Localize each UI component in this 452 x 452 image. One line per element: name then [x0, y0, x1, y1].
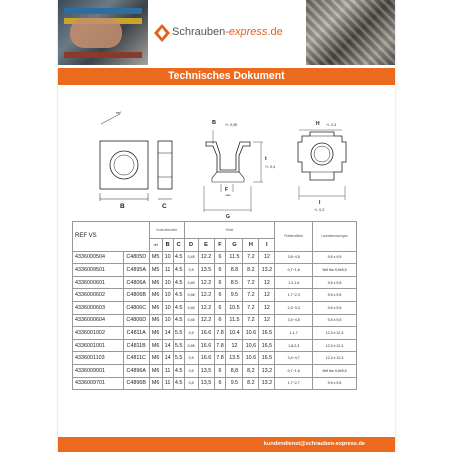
table-row	[73, 339, 357, 352]
toolbox-image	[64, 8, 142, 14]
table-cell: 1,7~2,3	[275, 289, 313, 302]
tools-photo	[58, 0, 148, 65]
table-cell: 10.4	[226, 327, 243, 340]
profile-t-tolerance: +/- 0,3	[265, 165, 276, 169]
table-cell: M6	[149, 314, 162, 327]
ref-vs-cell: 4336000602	[73, 289, 124, 302]
table-cell: M6	[149, 327, 162, 340]
table-cell: 13.2	[259, 377, 275, 390]
table-cell: 0,45	[184, 301, 198, 314]
table-cell: 8,8	[226, 364, 243, 377]
table-cell: 0,5	[184, 364, 198, 377]
profile-view-drawing	[204, 120, 275, 220]
table-cell: M5	[149, 264, 162, 277]
table-cell: 6	[214, 264, 226, 277]
table-cell: 13.5	[226, 352, 243, 365]
table-cell: 6	[214, 364, 226, 377]
table-cell: 10	[162, 289, 173, 302]
table-cell: 7.8	[214, 327, 226, 340]
table-cell: 8.2	[243, 377, 259, 390]
table-row	[73, 289, 357, 302]
table-cell: 14	[162, 327, 173, 340]
table-cell: 9.5	[226, 289, 243, 302]
profile-b-label: B	[212, 120, 216, 126]
col-b-header: B	[162, 239, 173, 252]
table-cell: 7.2	[243, 314, 259, 327]
brand-tld: .de	[267, 26, 283, 38]
table-cell: C4811A	[123, 327, 149, 340]
ref-vs-header: REF VS	[73, 222, 150, 252]
table-cell: C4806B	[123, 289, 149, 302]
table-cell: 6	[214, 251, 226, 264]
cage-h-tolerance: +/- 0,3	[326, 123, 337, 127]
table-cell: 12.2	[198, 289, 214, 302]
table-cell: 16,5	[259, 339, 275, 352]
cage-i-label: I	[319, 200, 321, 206]
col-g-header: G	[226, 239, 243, 252]
table-cell: 6	[214, 289, 226, 302]
table-cell: 5.5	[173, 327, 184, 340]
table-cell: M6	[149, 352, 162, 365]
document-page	[58, 0, 395, 452]
side-view-c-label: C	[162, 203, 167, 210]
table-cell: 3,6~4,5	[275, 251, 313, 264]
table-cell: 7.8	[214, 352, 226, 365]
table-cell: 9,5 x 9,5	[313, 314, 357, 327]
table-cell: 7.2	[243, 301, 259, 314]
table-cell: 4.5	[173, 251, 184, 264]
table-cell: 3,4~4,7	[275, 352, 313, 365]
table-cell: 7.2	[243, 251, 259, 264]
hoehe-header: Höhe	[184, 222, 275, 239]
table-cell: 7.8	[214, 339, 226, 352]
table-cell: 10,6	[243, 339, 259, 352]
table-row	[73, 327, 357, 340]
table-body	[73, 251, 357, 390]
profile-g-label: G	[226, 214, 230, 220]
table-row	[73, 301, 357, 314]
ref-vs-cell: 4336000604	[73, 314, 124, 327]
table-cell: 11	[162, 264, 173, 277]
table-cell: 9.5	[226, 377, 243, 390]
table-row	[73, 364, 357, 377]
table-cell: 11	[162, 364, 173, 377]
hand-image	[70, 18, 122, 48]
table-cell: M5	[149, 251, 162, 264]
table-cell: 11.5	[226, 251, 243, 264]
table-cell: 7.2	[243, 289, 259, 302]
table-cell: 9,5 x 9,5	[313, 301, 357, 314]
cage-top-view-drawing	[298, 121, 346, 212]
col-f-header: F	[214, 239, 226, 252]
table-cell: 12,3 x 12,3	[313, 327, 357, 340]
table-cell: 0,7~1,6	[275, 264, 313, 277]
table-cell: 0,45	[184, 251, 198, 264]
table-cell: 11.5	[226, 314, 243, 327]
table-cell: C4811C	[123, 352, 149, 365]
table-cell: C4811B	[123, 339, 149, 352]
table-cell: 0,5	[184, 377, 198, 390]
table-cell: 6	[214, 377, 226, 390]
table-cell: 8.2	[243, 264, 259, 277]
table-cell: 10	[162, 301, 173, 314]
header-banner	[58, 0, 395, 65]
table-cell: 4.5	[173, 314, 184, 327]
table-cell: 0,5	[184, 352, 198, 365]
table-row	[73, 264, 357, 277]
ref-vs-cell: 4336001103	[73, 352, 124, 365]
screws-photo	[306, 0, 395, 65]
table-cell: 13,2	[259, 364, 275, 377]
table-cell: 10	[162, 251, 173, 264]
table-cell: 4.5	[173, 289, 184, 302]
table-cell: 10.6	[243, 352, 259, 365]
ref-vs-cell: 4336009701	[73, 377, 124, 390]
cage-i-tolerance: +/- 0,3	[314, 208, 325, 212]
col-i-header: I	[259, 239, 275, 252]
ref-vs-cell: 4336000603	[73, 301, 124, 314]
table-cell: 14	[162, 352, 173, 365]
table-cell: 0,5	[184, 264, 198, 277]
table-row	[73, 314, 357, 327]
table-cell: 5.5	[173, 352, 184, 365]
table-cell: 4.5	[173, 364, 184, 377]
table-cell: 0,7~1,6	[275, 364, 313, 377]
table-cell: 12	[259, 289, 275, 302]
footer-bar	[58, 437, 395, 452]
dimension-table	[72, 221, 357, 390]
table-cell: C4896B	[123, 377, 149, 390]
table-cell: 16.6	[198, 352, 214, 365]
title-bar	[58, 68, 395, 85]
col-ref-header: ref	[149, 239, 162, 252]
table-cell: 1,7~2,7	[275, 377, 313, 390]
col-e-header: E	[198, 239, 214, 252]
table-cell: 12	[259, 276, 275, 289]
table-cell: 12	[259, 314, 275, 327]
table-cell: 9x9 bis 9,5x9,5	[313, 264, 357, 277]
table-cell: 0,55	[184, 339, 198, 352]
table-cell: 0,45	[184, 314, 198, 327]
table-cell: 8.5	[226, 276, 243, 289]
table-cell: 9,5 x 9,5	[313, 377, 357, 390]
ref-vs-cell: 4336001001	[73, 339, 124, 352]
table-cell: 12,3 x 12,3	[313, 352, 357, 365]
table-cell: 4.5	[173, 276, 184, 289]
cage-h-label: H	[316, 121, 320, 127]
front-view-ref-label: ref	[116, 110, 121, 115]
ref-vs-cell: 4336009001	[73, 364, 124, 377]
table-row	[73, 377, 357, 390]
ref-vs-cell: 4336001002	[73, 327, 124, 340]
table-cell: 12.2	[198, 276, 214, 289]
table-cell: 10	[162, 314, 173, 327]
table-cell: 13.5	[198, 264, 214, 277]
table-cell: 3,4~4,5	[275, 314, 313, 327]
table-cell: M6	[149, 289, 162, 302]
table-cell: 1-1.7	[275, 327, 313, 340]
table-cell: 9,5 x 9,5	[313, 276, 357, 289]
table-cell: C4895A	[123, 264, 149, 277]
table-cell: 2,4~3,3	[275, 301, 313, 314]
table-cell: 13.2	[259, 264, 275, 277]
table-cell: 16.6	[198, 327, 214, 340]
table-cell: 6	[214, 276, 226, 289]
table-cell: 13,5	[198, 377, 214, 390]
table-cell: C4896A	[123, 364, 149, 377]
table-cell: 8,2	[243, 364, 259, 377]
table-cell: 7.2	[243, 276, 259, 289]
profile-f-label: F	[225, 187, 229, 193]
table-cell: 12.2	[198, 314, 214, 327]
profile-t-label: t	[265, 156, 267, 162]
table-cell: 0,45	[184, 276, 198, 289]
ref-vs-cell: 4336000504	[73, 251, 124, 264]
lochabmessungen-header: Lochabmessungen	[313, 222, 357, 252]
table-cell: M6	[149, 377, 162, 390]
table-cell: 13,5	[198, 364, 214, 377]
table-cell: 12	[259, 301, 275, 314]
table-cell: 12,3 x 12,3	[313, 339, 357, 352]
table-cell: 9x9 bis 9,5x9,5	[313, 364, 357, 377]
col-d-header: D	[184, 239, 198, 252]
footer-email-link[interactable]: kundendienst@schrauben-express.de	[263, 441, 365, 447]
brand-wordmark	[172, 26, 283, 38]
table-cell: M6	[149, 301, 162, 314]
col-h-header: H	[243, 239, 259, 252]
brand-name: Schrauben	[172, 26, 226, 38]
brand-suffix: -express	[225, 26, 268, 38]
table-row	[73, 251, 357, 264]
table-cell: C4806C	[123, 301, 149, 314]
col-c-header: C	[173, 239, 184, 252]
table-cell: 4.5	[173, 301, 184, 314]
table-cell: 16.6	[198, 339, 214, 352]
table-cell: 4.5	[173, 377, 184, 390]
table-cell: M6	[149, 364, 162, 377]
table-cell: C4805D	[123, 251, 149, 264]
table-row	[73, 352, 357, 365]
table-row	[73, 276, 357, 289]
table-cell: 16.5	[259, 352, 275, 365]
brand-mark-icon	[152, 23, 172, 43]
table-cell: 12.2	[198, 301, 214, 314]
table-cell: 12.2	[198, 251, 214, 264]
front-view-drawing	[100, 110, 172, 210]
ref-vs-cell: 4336000601	[73, 276, 124, 289]
front-view-b-label: B	[120, 203, 125, 210]
table-cell: 12	[226, 339, 243, 352]
table-header-group	[73, 222, 357, 239]
technical-drawings	[58, 110, 395, 220]
table-cell: 1,8-2,3	[275, 339, 313, 352]
table-cell: 4.5	[173, 264, 184, 277]
table-cell: 9,5 x 9,5	[313, 289, 357, 302]
table-cell: 16.5	[259, 327, 275, 340]
table-cell: 14	[162, 339, 173, 352]
brand-logo	[150, 18, 304, 48]
table-cell: 6	[214, 314, 226, 327]
table-cell: 10.6	[243, 327, 259, 340]
table-cell: M6	[149, 339, 162, 352]
table-cell: 5.5	[173, 339, 184, 352]
table-cell: C4806D	[123, 314, 149, 327]
profile-f-max: max	[225, 193, 231, 197]
table-cell: 11	[162, 377, 173, 390]
plattenstaerke-header: Plattenstärke	[275, 222, 313, 252]
table-cell: 8.8	[226, 264, 243, 277]
table-cell: 0,46	[184, 289, 198, 302]
page-title: Technisches Dokument	[168, 70, 285, 82]
table-cell: 10	[162, 276, 173, 289]
vorsichtsmasse-header: Vorsichtsmaße	[149, 222, 184, 239]
screws-image	[306, 0, 395, 65]
table-cell: 6	[214, 301, 226, 314]
table-cell: 9,5 x 9,5	[313, 251, 357, 264]
table-cell: M6	[149, 276, 162, 289]
profile-b-tolerance: +/- 0,05	[225, 123, 237, 127]
table-cell: C4806A	[123, 276, 149, 289]
table-cell: 10.5	[226, 301, 243, 314]
table-cell: 1.2-1.6	[275, 276, 313, 289]
ref-vs-cell: 4336009501	[73, 264, 124, 277]
table-cell: 0,5	[184, 327, 198, 340]
table-cell: 12	[259, 251, 275, 264]
